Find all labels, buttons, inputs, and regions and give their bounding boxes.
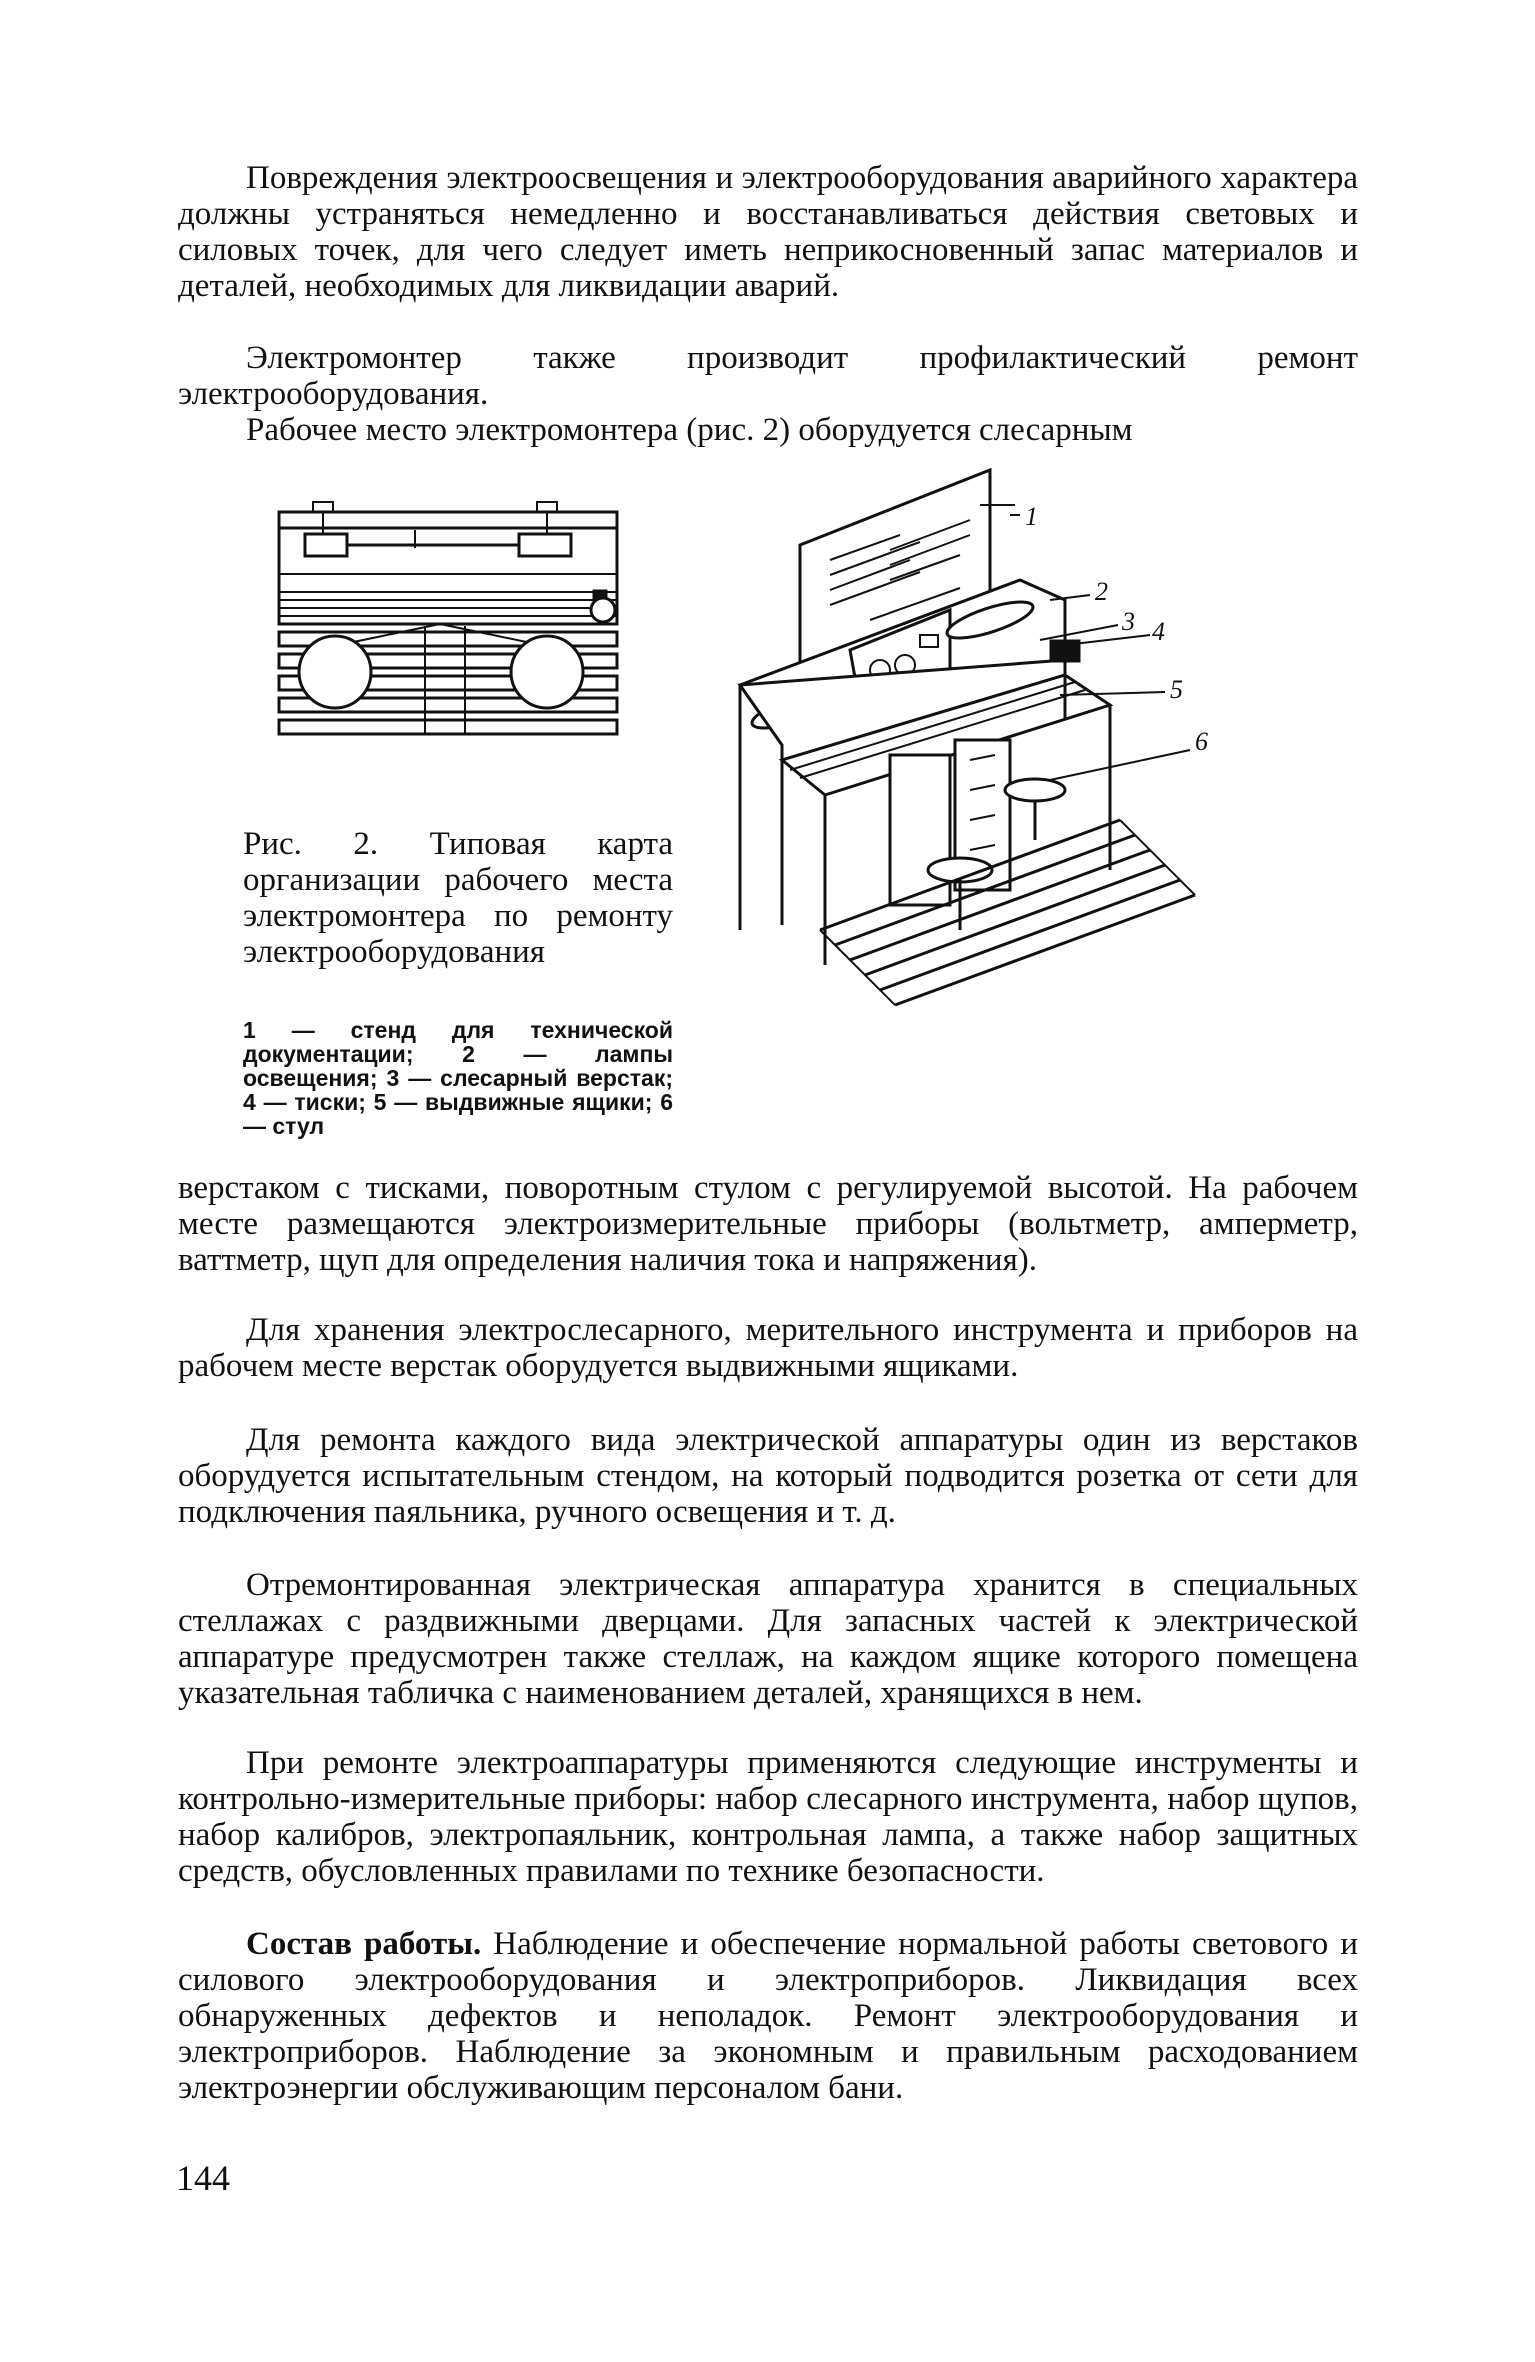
callout-6: 6 [1195,727,1208,756]
page-number: 144 [176,2158,230,2198]
figure-caption-title: Рис. 2. Типовая карта организации рабочего места электромонтера по ремонту электрооборудования [243,826,673,970]
paragraph-5: Для хранения электрослесарного, мерительного инструмента и приборов на рабочем месте верстак оборудуется выдвижными ящиками. [178,1312,1358,1384]
section-lead: Состав работы. [246,1926,482,1962]
callout-2: 2 [1095,577,1108,606]
paragraph-8: При ремонте электроаппаратуры применяются следующие инструменты и контрольно-измерительные приборы: набор слесарного инструмента, набор щупов, набор калибров, электропаяльник, контрольная лампа, а также набор защитных средств, обусловленных правилами по технике безопасности. [178,1745,1358,1889]
paragraph-3: Рабочее место электромонтера (рис. 2) оборудуется слесарным [246,412,1133,448]
paragraph-7: Отремонтированная электрическая аппаратура хранится в специальных стеллажах с раздвижными дверцами. Для запасных частей к электрической аппаратуре предусмотрен также стеллаж, на каждом ящике которого помещена указательная табличка с наименованием деталей, хранящихся в нем. [178,1567,1358,1711]
workbench-perspective-diagram [720,460,1280,1020]
workplace-plan-diagram [275,500,695,750]
paragraph-4: верстаком с тисками, поворотным стулом с регулируемой высотой. На рабочем месте размещаются электроизмерительные приборы (вольтметр, амперметр, ваттметр, щуп для определения наличия тока и напряжения). [178,1170,1358,1278]
callout-5: 5 [1170,675,1183,704]
callout-4: 4 [1152,617,1165,646]
figure-caption-legend: 1 — стенд для технической документации; 2 — лампы освещения; 3 — слесарный верстак; 4 — тиски; 5 — выдвижные ящики; 6 — стул [243,1017,673,1139]
paragraph-2: Электромонтер также производит профилактический ремонт электрооборудования. [178,340,1358,412]
paragraph-1: Повреждения электроосвещения и электрооборудования аварийного характера должны устраняться немедленно и восстанавливаться действия световых и силовых точек, для чего следует иметь неприкосновенный запас материалов и деталей, необходимых для ликвидации аварий. [178,160,1358,304]
callout-3: 3 [1122,607,1135,636]
section-text: Наблюдение и обеспечение нормальной работы светового и силового электрооборудования и электроприборов. Ликвидация всех обнаруженных дефектов и неполадок. Ремонт электрооборудования и электроприборов. Наблюдение за экономным и правильным расходованием электроэнергии обслуживающим персоналом бани. [178,1926,1358,2106]
paragraph-6: Для ремонта каждого вида электрической аппаратуры один из верстаков оборудуется испытательным стендом, на который подводится розетка от сети для подключения паяльника, ручного освещения и т. д. [178,1422,1358,1530]
callout-1: 1 [1025,502,1038,531]
paragraph-9 [178,1926,1358,2106]
